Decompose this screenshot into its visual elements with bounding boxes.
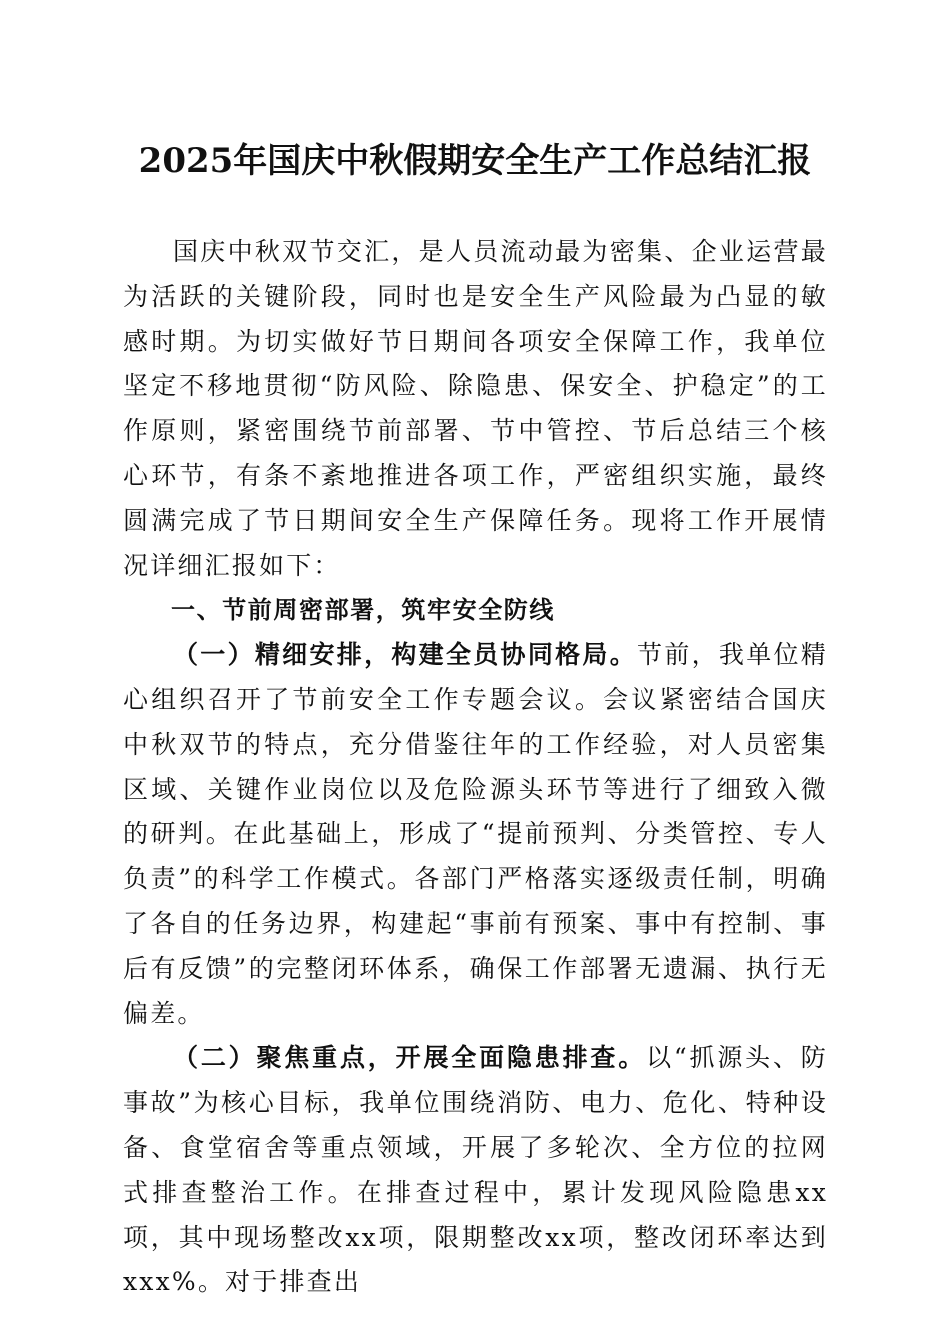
document-body (123, 230, 828, 1305)
section-heading-1: 一、节前周密部署，筑牢安全防线 (171, 596, 555, 625)
subsection-2-text: 以“抓源头、防事故”为核心目标，我单位围绕消防、电力、危化、特种设备、食堂宿舍等重点领域，开展了多轮次、全方位的拉网式排查整治工作。在排查过程中，累计发现风险隐患xx项，其中现场整改xx项，限期整改xx项，整改闭环率达到xxx%。对于排查出 (123, 1043, 829, 1297)
subsection-1-paragraph (123, 633, 828, 1036)
intro-paragraph: 国庆中秋双节交汇，是人员流动最为密集、企业运营最为活跃的关键阶段，同时也是安全生产风险最为凸显的敏感时期。为切实做好节日期间各项安全保障工作，我单位坚定不移地贯彻“防风险、除隐患、保安全、护稳定”的工作原则，紧密围绕节前部署、节中管控、节后总结三个核心环节，有条不紊地推进各项工作，严密组织实施，最终圆满完成了节日期间安全生产保障任务。现将工作开展情况详细汇报如下： (123, 237, 828, 580)
document-title: 2025年国庆中秋假期安全生产工作总结汇报 (138, 141, 812, 181)
subsection-1-lead: （一）精细安排，构建全员协同格局。 (173, 640, 638, 670)
subsection-2-lead: （二）聚焦重点，开展全面隐患排查。 (173, 1043, 647, 1073)
subsection-1-text: 节前，我单位精心组织召开了节前安全工作专题会议。会议紧密结合国庆中秋双节的特点，充分借鉴往年的工作经验，对人员密集区域、关键作业岗位以及危险源头环节等进行了细致入微的研判。在此基础上，形成了“提前预判、分类管控、专人负责”的科学工作模式。各部门严格落实逐级责任制，明确了各自的任务边界，构建起“事前有预案、事中有控制、事后有反馈”的完整闭环体系，确保工作部署无遗漏、执行无偏差。 (123, 640, 829, 1028)
subsection-2-paragraph (123, 1036, 828, 1305)
